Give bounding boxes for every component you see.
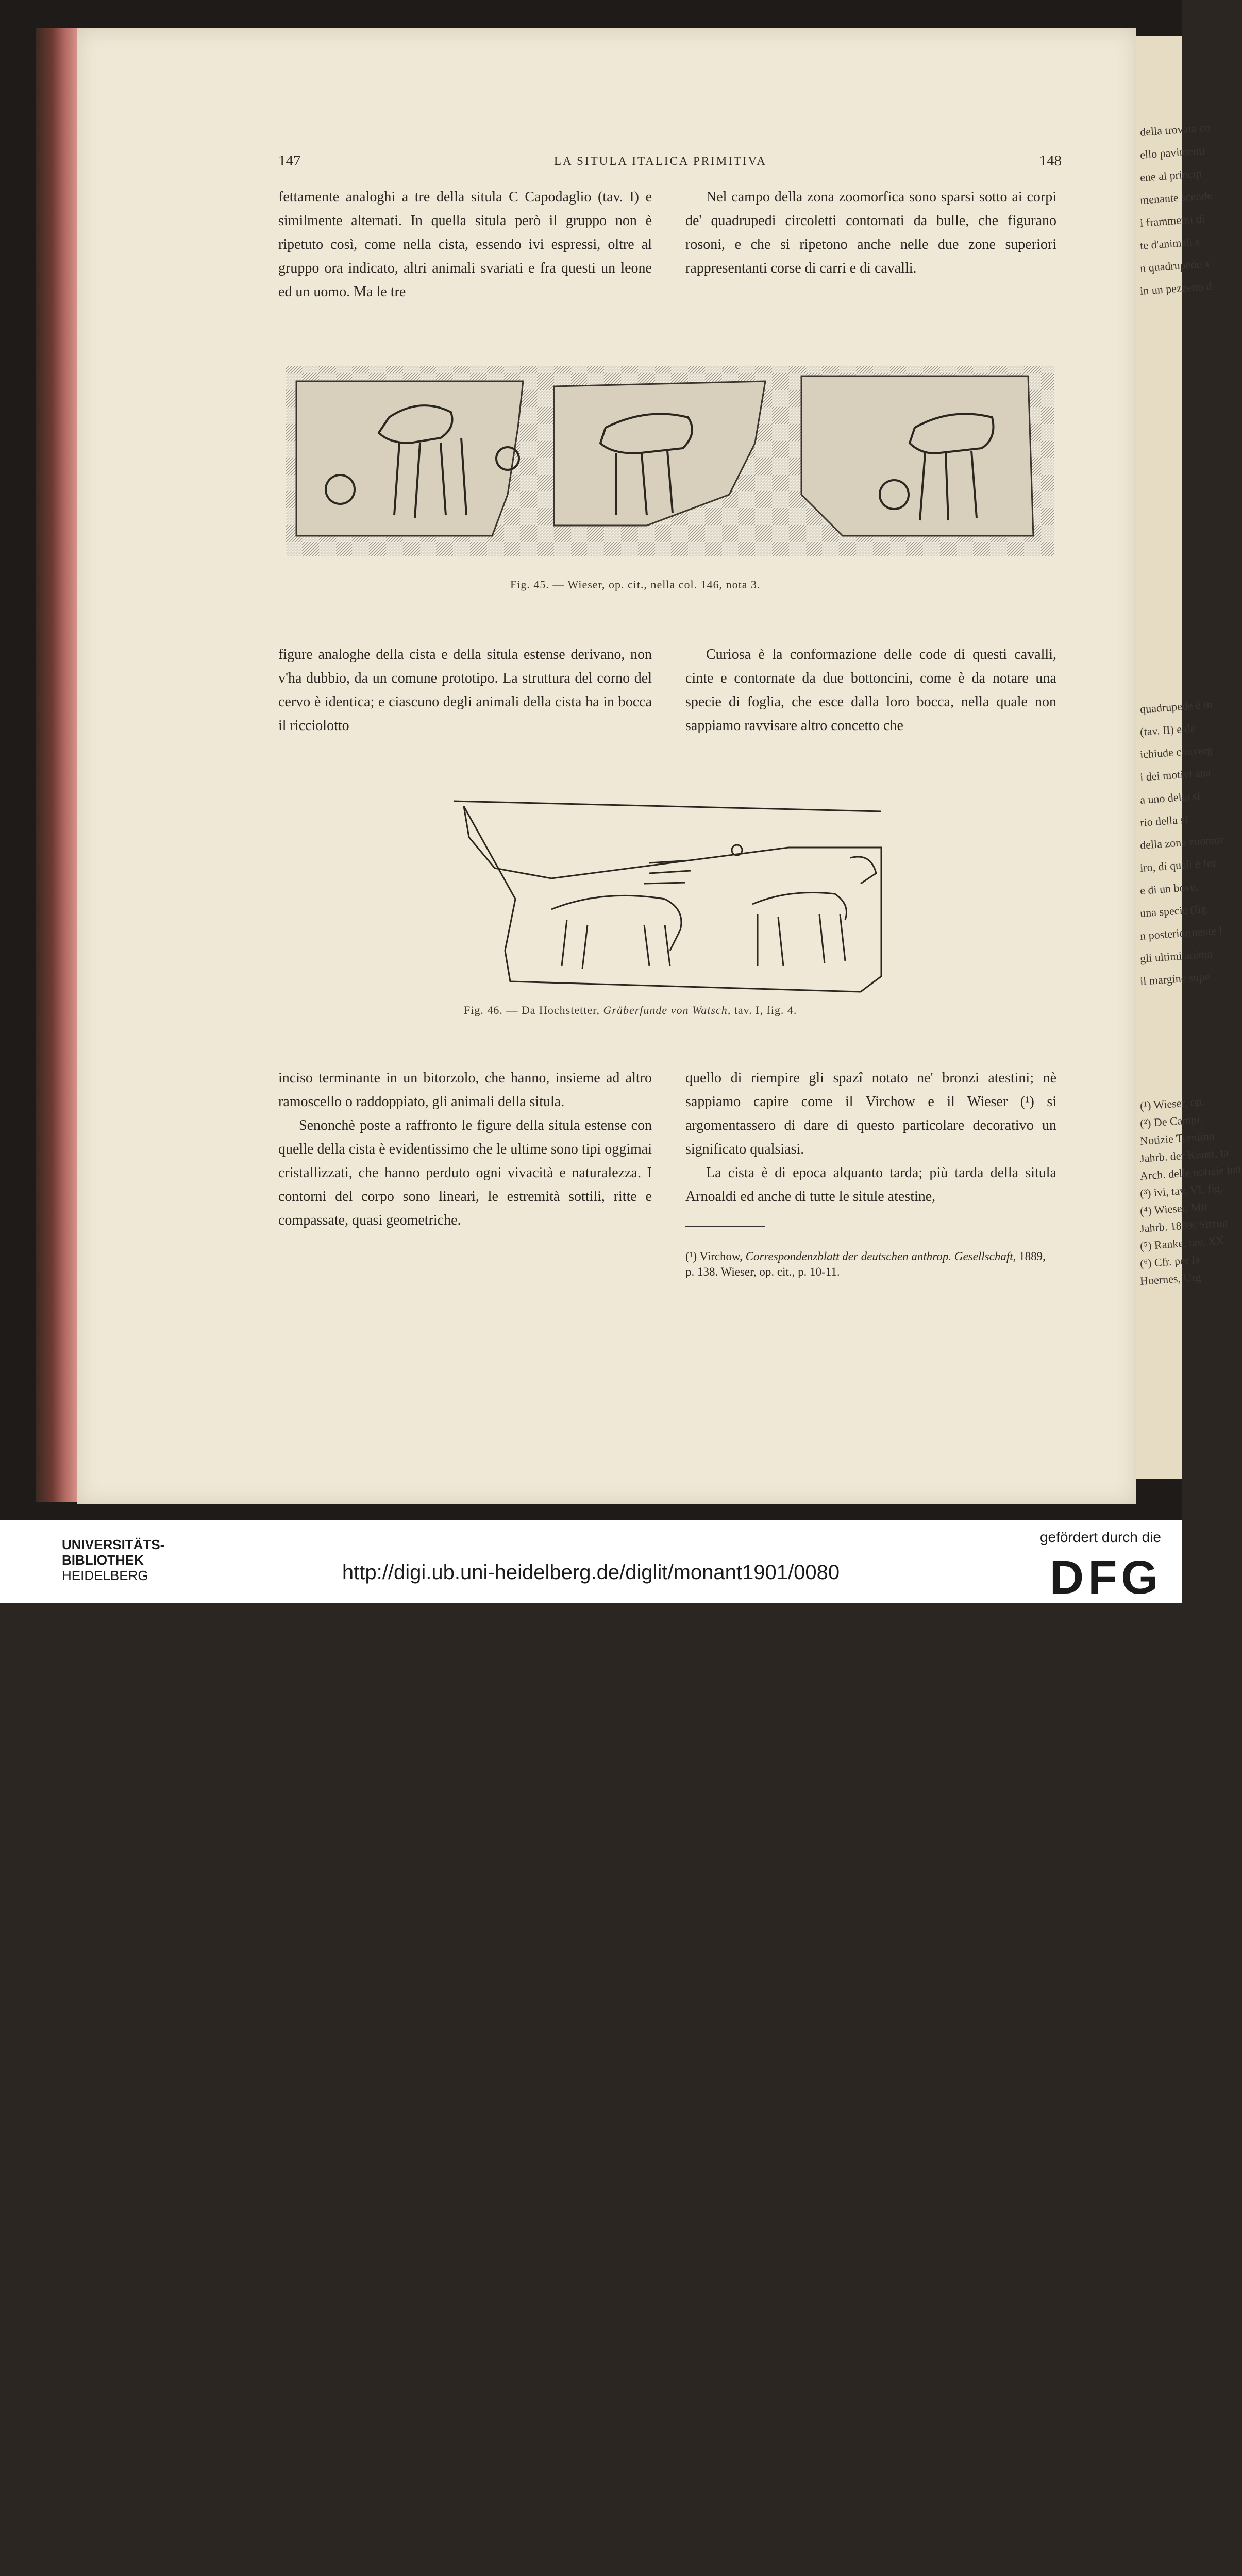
- page-number-right: 148: [1039, 152, 1062, 169]
- running-title: LA SITULA ITALICA PRIMITIVA: [554, 155, 767, 167]
- next-page-text-fragment: Jahrb. 1889; Sitzun: [1139, 1216, 1229, 1235]
- next-page-text-fragment: iro, di quali è for: [1139, 856, 1217, 874]
- next-page-text-fragment: menante scende: [1139, 189, 1213, 207]
- dfg-logo: DFG: [1049, 1551, 1162, 1604]
- next-page-text-fragment: a uno della si: [1139, 789, 1201, 806]
- next-page-text-fragment: (tav. II) e de: [1139, 721, 1196, 738]
- text-block-2-right: [685, 643, 1056, 738]
- text-block-2-left: [278, 643, 652, 738]
- figure-45-image: [286, 366, 1054, 556]
- paragraph: inciso terminante in un bitorzolo, che hanno, insieme ad altro ramoscello o raddoppiato, gli animali della situla.: [278, 1070, 652, 1110]
- book-cover-edge: [36, 28, 77, 1502]
- next-page-text-fragment: ichiude converg: [1139, 743, 1213, 761]
- next-page-text-fragment: (³) ivi, tav. VI, fig.: [1139, 1181, 1223, 1200]
- figure-46-caption: [464, 1004, 797, 1017]
- next-page-text-fragment: i frammenti di: [1139, 212, 1205, 229]
- next-page-text-fragment: i dei motivi ana: [1139, 766, 1212, 784]
- next-page-text-fragment: ene al princip: [1139, 166, 1202, 184]
- frieze-drawing: [286, 366, 1054, 556]
- next-page-text-fragment: della trovata co: [1139, 121, 1211, 139]
- next-page-text-fragment: (⁴) Wieser, Mit: [1139, 1199, 1208, 1217]
- page-number-left: 147: [278, 152, 301, 169]
- next-page-text-fragment: una specie (fig: [1139, 902, 1207, 920]
- footnote-rule: [685, 1226, 765, 1227]
- next-page-text-fragment: quadrupede è in: [1139, 698, 1213, 716]
- next-page-text-fragment: il margine supe: [1139, 970, 1210, 988]
- paragraph: La cista è di epoca alquanto tarda; più tarda della situla Arnoaldi ed anche di tutte le situle atestine,: [685, 1165, 1056, 1205]
- text-block-3-right: [685, 1066, 1056, 1209]
- paragraph: Nel campo della zona zoomorfica sono sparsi sotto ai corpi de' quadrupedi circoletti contornati da bulle, che figurano rosoni, e che si ripetono anche nelle due zone superiori rappresentanti corse di carri e di cavalli.: [685, 189, 1056, 276]
- next-page-text-fragment: (⁶) Cfr. per la: [1139, 1252, 1201, 1270]
- next-page-text-fragment: Notizie Trentino: [1139, 1129, 1215, 1147]
- next-page-text-fragment: te d'animali s: [1139, 234, 1201, 252]
- paragraph: fettamente analoghi a tre della situla C Capodaglio (tav. I) e similmente alternati. In quella situla però il gruppo non è ripetuto così, come nella cista, essendo ivi espressi, oltre al gruppo ora indicato, altri animali svariati e fra questi un leone ed un uomo. Ma le tre: [278, 189, 652, 300]
- next-page-text-fragment: Hoernes, Urg: [1139, 1270, 1201, 1287]
- next-page-text-fragment: (²) De Campi,: [1139, 1112, 1203, 1130]
- next-page-text-fragment: in un pezzetto d: [1139, 279, 1213, 297]
- caption-title: Gräberfunde von Watsch,: [603, 1004, 731, 1016]
- next-page-text-fragment: e di un bove,: [1139, 880, 1199, 897]
- running-header: [278, 152, 1062, 173]
- paragraph: Senonchè poste a raffronto le figure della situla estense con quelle della cista è evidentissimo che le ultime sono tipi oggimai cristallizzati, che hanno perduto ogni vivacità e naturalezza. I contorni del corpo sono lineari, le estremità sottili, ritte e compassate, quasi geometriche.: [278, 1117, 652, 1228]
- next-page-text-fragment: Arch. delle notizie inn: [1139, 1162, 1242, 1182]
- next-page-text-fragment: n quadrupede a: [1139, 257, 1210, 275]
- figure-45-caption: Fig. 45. — Wieser, op. cit., nella col. 146, nota 3.: [510, 578, 761, 591]
- next-page-text-fragment: ello pavimenti: [1139, 144, 1206, 161]
- next-page-text-fragment: rio della si: [1139, 812, 1188, 829]
- funding-label: gefördert durch die: [1039, 1529, 1161, 1545]
- logo-line: HEIDELBERG: [62, 1568, 148, 1583]
- paragraph: figure analoghe della cista e della situla estense derivano, non v'ha dubbio, da un comune prototipo. La struttura del corno del cervo è identica; e ciascuno degli animali della cista ha in bocca il ricciolotto: [278, 647, 652, 734]
- permalink-url[interactable]: http://digi.ub.uni-heidelberg.de/diglit/monant1901/0080: [342, 1561, 840, 1584]
- text-block-3-left: [278, 1066, 652, 1232]
- text-block-1-right: [685, 185, 1056, 280]
- cista-drawing: [448, 796, 892, 997]
- caption-text: Fig. 46. — Da Hochstetter,: [464, 1004, 603, 1016]
- footnote-text: 1889, p. 138. Wieser, op. cit., p. 10-11.: [685, 1250, 1046, 1278]
- paragraph: Curiosa è la conformazione delle code di questi cavalli, cinte e contornate da due bottoncini, come è da notare una specie di foglia, che esce dalla loro bocca, nella quale non sappiamo ravvisare altro concetto che: [685, 647, 1056, 734]
- text-block-1-left: [278, 185, 652, 304]
- footnote-title: Correspondenzblatt der deutschen anthrop. Gesellschaft,: [745, 1250, 1016, 1263]
- paragraph: quello di riempire gli spazî notato ne' bronzi atestini; nè sappiamo capire come il Virchow e il Wieser (¹) si argomentassero di dare di questo particolare decorativo un significato qualsiasi.: [685, 1070, 1056, 1157]
- next-page-text-fragment: gli ultimi anima: [1139, 947, 1213, 965]
- next-page-text-fragment: (⁵) Ranke, tav. XX: [1139, 1233, 1224, 1252]
- next-page-text-fragment: n posteriormente l: [1139, 923, 1223, 942]
- logo-line: UNIVERSITÄTS-: [62, 1537, 165, 1552]
- footnote: [685, 1249, 1056, 1280]
- next-page-text-fragment: Jahrb. der Kunst, ta: [1139, 1146, 1229, 1165]
- figure-46-image: [448, 796, 892, 997]
- caption-text: tav. I, fig. 4.: [731, 1004, 797, 1016]
- next-page-edge: [1136, 36, 1242, 1479]
- next-page-text-fragment: (¹) Wieser, op.: [1139, 1095, 1205, 1112]
- logo-line: BIBLIOTHEK: [62, 1552, 144, 1568]
- footnote-text: (¹) Virchow,: [685, 1250, 746, 1263]
- next-page-text-fragment: della zona zoomor: [1139, 833, 1224, 852]
